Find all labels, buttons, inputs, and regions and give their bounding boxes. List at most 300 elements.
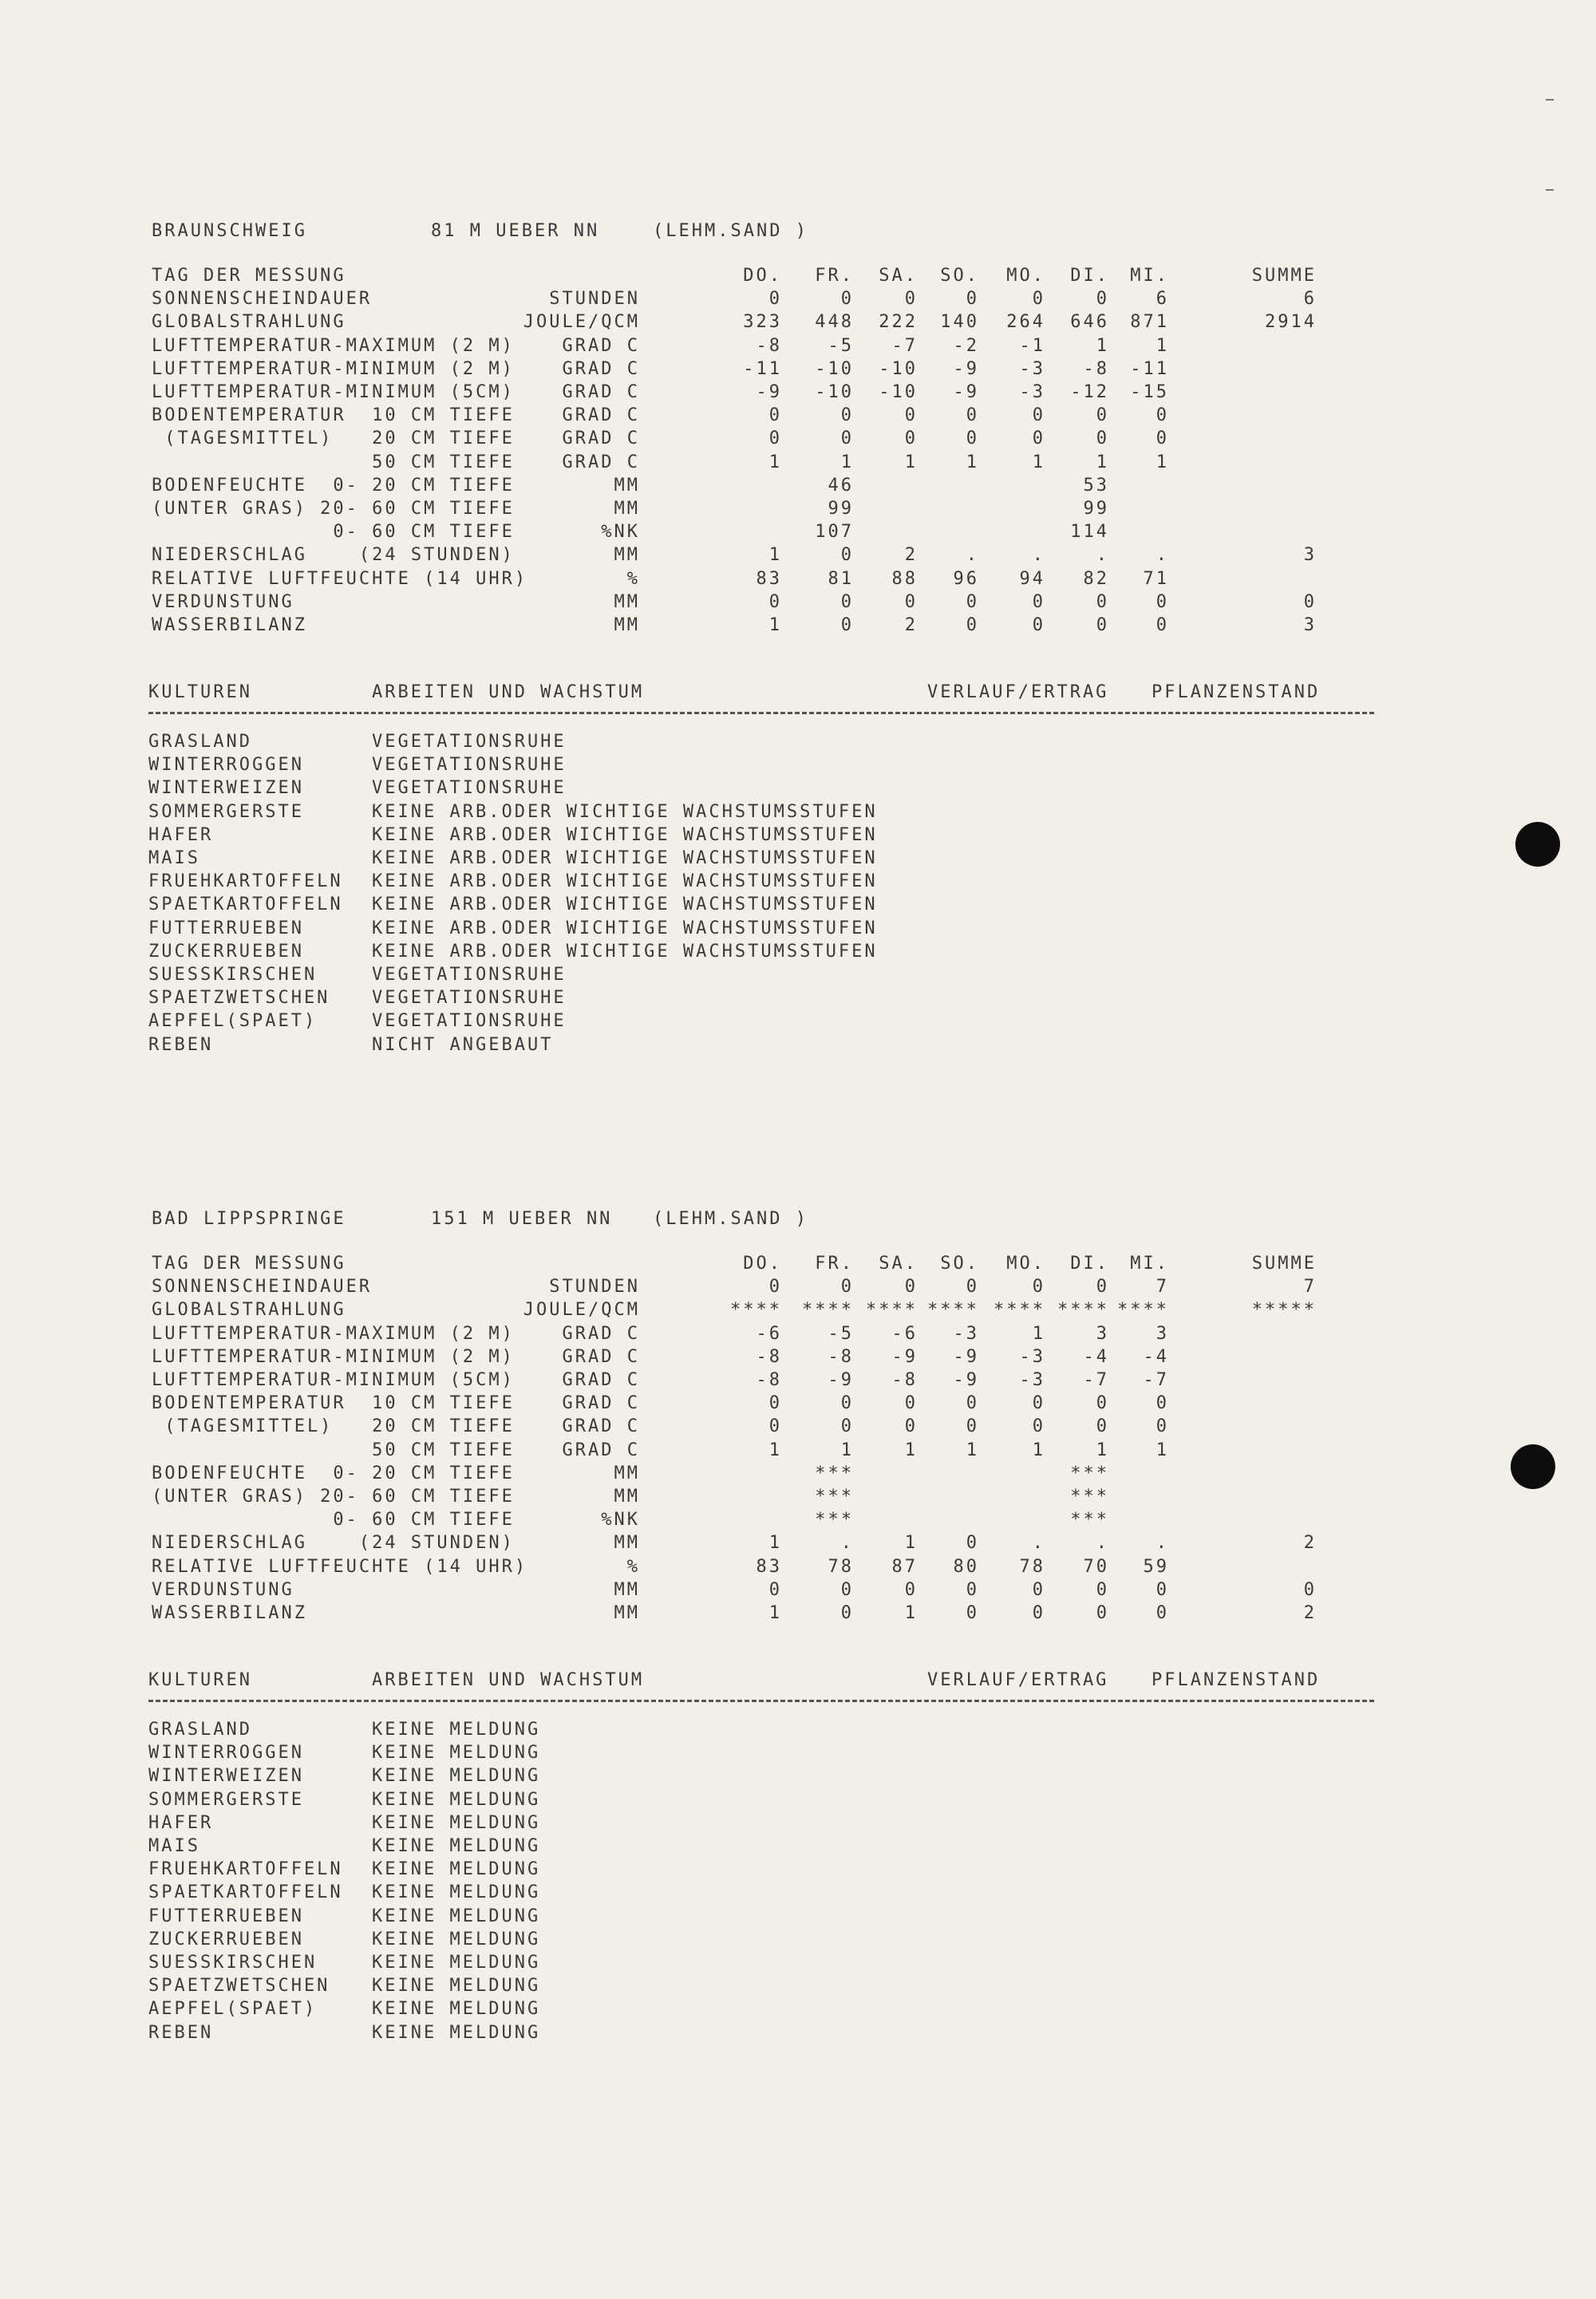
crop-name: AEPFEL(SPAET)	[148, 1011, 318, 1032]
cell-value: 1	[1156, 452, 1169, 472]
cell-value: 82	[1083, 568, 1109, 589]
row-unit: GRAD C	[562, 405, 640, 426]
cell-value: 0	[1156, 405, 1169, 426]
crops-header-pflanzenstand: PFLANZENSTAND	[1152, 1670, 1321, 1690]
cell-value: ***	[815, 1510, 854, 1531]
cell-value: 0	[1032, 591, 1045, 612]
cell-value: 2	[904, 545, 918, 566]
cell-value: 1	[840, 452, 854, 472]
row-label: LUFTTEMPERATUR-MAXIMUM (2 M)	[152, 335, 515, 356]
crop-name: REBEN	[148, 2022, 214, 2043]
cell-value: .	[1156, 1533, 1169, 1554]
crop-name: WINTERWEIZEN	[148, 778, 304, 799]
cell-value: 7	[1156, 1277, 1169, 1298]
cell-value: 1	[1032, 1440, 1045, 1460]
cell-value: 0	[1096, 591, 1109, 612]
row-unit: GRAD C	[562, 429, 640, 449]
cell-value: 1	[1096, 1440, 1109, 1460]
cell-value: 0	[1096, 615, 1109, 635]
cell-sum: 2	[1303, 1533, 1317, 1554]
cell-value: 0	[840, 1603, 854, 1623]
cell-value: -10	[879, 358, 918, 379]
crop-status: VEGETATIONSRUHE	[372, 988, 567, 1009]
crop-name: HAFER	[148, 1812, 214, 1833]
cell-value: 1	[904, 1533, 918, 1554]
station-name: BRAUNSCHWEIG	[152, 221, 307, 241]
row-unit: MM	[614, 499, 640, 519]
cell-sum: 2	[1303, 1603, 1317, 1623]
crop-name: FRUEHKARTOFFELN	[148, 1859, 343, 1880]
cell-value: 83	[756, 568, 782, 589]
cell-value: 0	[1032, 1393, 1045, 1414]
row-unit: MM	[614, 1487, 640, 1507]
cell-value: -9	[828, 1370, 854, 1390]
cell-value: -2	[953, 335, 979, 356]
crop-name: SPAETKARTOFFELN	[148, 895, 343, 915]
row-label: VERDUNSTUNG	[152, 1579, 294, 1600]
row-label: TAG DER MESSUNG	[152, 266, 346, 286]
cell-value: 222	[879, 312, 918, 333]
cell-value: ***	[1070, 1510, 1109, 1531]
cell-value: 81	[828, 568, 854, 589]
cell-value: 0	[966, 429, 979, 449]
cell-value: 0	[840, 1579, 854, 1600]
row-label: BODENTEMPERATUR 10 CM TIEFE	[152, 405, 515, 426]
cell-value: ***	[815, 1487, 854, 1507]
row-unit: GRAD C	[562, 1440, 640, 1460]
cell-value: 46	[828, 475, 854, 496]
cell-value: -10	[815, 382, 854, 402]
cell-value: -10	[815, 358, 854, 379]
crop-status: KEINE MELDUNG	[372, 1812, 541, 1833]
cell-value: 3	[1156, 1323, 1169, 1344]
cell-value: SO.	[940, 1254, 979, 1274]
cell-value: 1	[1156, 1440, 1169, 1460]
cell-value: 0	[1156, 1579, 1169, 1600]
punch-hole	[1515, 822, 1560, 867]
station-soil: (LEHM.SAND )	[653, 221, 808, 241]
cell-value: 323	[743, 312, 782, 333]
cell-value: 0	[1096, 1579, 1109, 1600]
crop-status: KEINE MELDUNG	[372, 1743, 541, 1764]
cell-value: SO.	[940, 266, 979, 286]
cell-value: MO.	[1006, 266, 1045, 286]
crop-status: VEGETATIONSRUHE	[372, 965, 567, 985]
row-unit: MM	[614, 545, 640, 566]
cell-value: 1	[904, 452, 918, 472]
cell-value: 0	[904, 591, 918, 612]
cell-value: -11	[1130, 358, 1169, 379]
crop-name: SUESSKIRSCHEN	[148, 1953, 318, 1973]
cell-value: .	[1156, 545, 1169, 566]
cell-value: 1	[1156, 335, 1169, 356]
row-label: WASSERBILANZ	[152, 615, 307, 635]
crop-name: REBEN	[148, 1034, 214, 1055]
punch-hole	[1511, 1444, 1555, 1489]
cell-value: 87	[891, 1556, 918, 1577]
cell-value: 0	[1032, 1579, 1045, 1600]
cell-value: 0	[904, 1393, 918, 1414]
crop-status: KEINE MELDUNG	[372, 1953, 541, 1973]
cell-value: 0	[1032, 1603, 1045, 1623]
row-unit: %	[626, 568, 640, 589]
cell-value: ***	[1070, 1487, 1109, 1507]
crop-name: HAFER	[148, 824, 214, 845]
cell-value: -3	[1019, 1370, 1045, 1390]
crop-name: WINTERROGGEN	[148, 1743, 304, 1764]
cell-value: 1	[1032, 1323, 1045, 1344]
cell-value: -3	[1019, 358, 1045, 379]
row-label: LUFTTEMPERATUR-MAXIMUM (2 M)	[152, 1323, 515, 1344]
cell-sum: *****	[1251, 1300, 1317, 1321]
crop-status: KEINE ARB.ODER WICHTIGE WACHSTUMSSTUFEN	[372, 848, 878, 868]
crop-status: VEGETATIONSRUHE	[372, 1011, 567, 1032]
crop-status: KEINE ARB.ODER WICHTIGE WACHSTUMSSTUFEN	[372, 824, 878, 845]
crop-status: NICHT ANGEBAUT	[372, 1034, 554, 1055]
crop-status: KEINE MELDUNG	[372, 1836, 541, 1856]
crop-status: KEINE MELDUNG	[372, 1929, 541, 1949]
cell-sum: SUMME	[1251, 1254, 1317, 1274]
crops-header-verlauf: VERLAUF/ERTRAG	[927, 682, 1109, 702]
crop-name: SOMMERGERSTE	[148, 801, 304, 822]
crop-name: ZUCKERRUEBEN	[148, 1929, 304, 1949]
crop-status: KEINE MELDUNG	[372, 1882, 541, 1903]
cell-value: 0	[1096, 429, 1109, 449]
station-name: BAD LIPPSPRINGE	[152, 1209, 346, 1229]
cell-value: 0	[966, 1579, 979, 1600]
cell-value: SA.	[879, 266, 918, 286]
crop-name: FRUEHKARTOFFELN	[148, 871, 343, 892]
cell-value: 0	[966, 1533, 979, 1554]
crop-name: ZUCKERRUEBEN	[148, 941, 304, 962]
cell-value: 0	[840, 1393, 854, 1414]
cell-value: 0	[904, 1416, 918, 1437]
cell-value: 0	[1096, 1277, 1109, 1298]
cell-value: 0	[904, 1579, 918, 1600]
crop-status: KEINE MELDUNG	[372, 1789, 541, 1810]
cell-value: 0	[768, 1277, 782, 1298]
cell-value: 0	[1156, 1393, 1169, 1414]
cell-value: 0	[966, 1603, 979, 1623]
crop-status: VEGETATIONSRUHE	[372, 755, 567, 776]
crop-name: SPAETZWETSCHEN	[148, 1976, 330, 1997]
cell-value: 1	[966, 1440, 979, 1460]
row-label: LUFTTEMPERATUR-MINIMUM (2 M)	[152, 1346, 515, 1367]
cell-value: 94	[1019, 568, 1045, 589]
row-unit: GRAD C	[562, 1346, 640, 1367]
cell-value: 0	[1032, 429, 1045, 449]
cell-value: MO.	[1006, 1254, 1045, 1274]
row-label: BODENTEMPERATUR 10 CM TIEFE	[152, 1393, 515, 1414]
row-label: GLOBALSTRAHLUNG	[152, 312, 346, 333]
cell-value: -9	[953, 1370, 979, 1390]
crops-header-pflanzenstand: PFLANZENSTAND	[1152, 682, 1321, 702]
cell-value: -15	[1130, 382, 1169, 402]
cell-value: 0	[904, 429, 918, 449]
cell-value: 53	[1083, 475, 1109, 496]
cell-value: FR.	[815, 1254, 854, 1274]
cell-value: DO.	[743, 1254, 782, 1274]
row-unit: MM	[614, 1533, 640, 1554]
cell-value: -7	[1143, 1370, 1169, 1390]
row-unit: GRAD C	[562, 358, 640, 379]
cell-value: 0	[840, 591, 854, 612]
cell-value: ****	[1057, 1300, 1109, 1321]
row-label: GLOBALSTRAHLUNG	[152, 1300, 346, 1321]
row-unit: GRAD C	[562, 1370, 640, 1390]
cell-value: 0	[966, 289, 979, 310]
cell-value: 80	[953, 1556, 979, 1577]
cell-value: -8	[891, 1370, 918, 1390]
cell-value: 107	[815, 522, 854, 543]
cell-value: 96	[953, 568, 979, 589]
cell-value: 0	[768, 1579, 782, 1600]
cell-value: 0	[1032, 1277, 1045, 1298]
cell-value: 78	[828, 1556, 854, 1577]
crop-status: KEINE MELDUNG	[372, 1720, 541, 1740]
cell-value: .	[1032, 545, 1045, 566]
cell-value: .	[1096, 545, 1109, 566]
crop-status: VEGETATIONSRUHE	[372, 732, 567, 752]
cell-value: ****	[927, 1300, 979, 1321]
cell-sum: 7	[1303, 1277, 1317, 1298]
cell-value: ****	[730, 1300, 782, 1321]
row-unit: GRAD C	[562, 335, 640, 356]
cell-value: 0	[904, 289, 918, 310]
cell-value: ***	[1070, 1463, 1109, 1483]
cell-value: 0	[1156, 1603, 1169, 1623]
row-label: SONNENSCHEINDAUER	[152, 289, 373, 310]
crop-name: MAIS	[148, 1836, 200, 1856]
crop-name: WINTERROGGEN	[148, 755, 304, 776]
row-label: BODENFEUCHTE 0- 20 CM TIEFE	[152, 475, 515, 496]
row-unit: %	[626, 1556, 640, 1577]
cell-value: FR.	[815, 266, 854, 286]
row-unit: MM	[614, 475, 640, 496]
row-unit: STUNDEN	[549, 289, 640, 310]
crop-status: KEINE ARB.ODER WICHTIGE WACHSTUMSSTUFEN	[372, 801, 878, 822]
row-unit: JOULE/QCM	[523, 1300, 640, 1321]
cell-value: 3	[1096, 1323, 1109, 1344]
row-unit: MM	[614, 1463, 640, 1483]
crop-status: KEINE MELDUNG	[372, 1859, 541, 1880]
cell-value: -7	[1083, 1370, 1109, 1390]
cell-sum: 0	[1303, 1579, 1317, 1600]
cell-value: 0	[966, 405, 979, 426]
cell-sum: 2914	[1265, 312, 1317, 333]
cell-value: 0	[1032, 289, 1045, 310]
cell-value: 0	[1156, 591, 1169, 612]
cell-value: 0	[840, 429, 854, 449]
cell-value: 83	[756, 1556, 782, 1577]
row-label: RELATIVE LUFTFEUCHTE (14 UHR)	[152, 1556, 528, 1577]
crop-name: MAIS	[148, 848, 200, 868]
cell-value: -5	[828, 1323, 854, 1344]
row-label: VERDUNSTUNG	[152, 591, 294, 612]
cell-value: 448	[815, 312, 854, 333]
crop-name: SPAETZWETSCHEN	[148, 988, 330, 1009]
cell-value: -7	[891, 335, 918, 356]
crop-name: AEPFEL(SPAET)	[148, 1999, 318, 2020]
row-unit: STUNDEN	[549, 1277, 640, 1298]
cell-value: -6	[891, 1323, 918, 1344]
cell-value: -9	[953, 358, 979, 379]
cell-value: -1	[1019, 335, 1045, 356]
crops-header-kulturen: KULTUREN	[148, 1670, 252, 1690]
crop-status: VEGETATIONSRUHE	[372, 778, 567, 799]
row-label: 50 CM TIEFE	[152, 452, 515, 472]
cell-value: 0	[1032, 405, 1045, 426]
cell-value: 0	[966, 1393, 979, 1414]
crops-header-verlauf: VERLAUF/ERTRAG	[927, 1670, 1109, 1690]
cell-value: -11	[743, 358, 782, 379]
cell-value: ****	[1117, 1300, 1169, 1321]
cell-sum: 6	[1303, 289, 1317, 310]
row-unit: GRAD C	[562, 452, 640, 472]
cell-value: ****	[802, 1300, 854, 1321]
cell-value: 0	[1096, 289, 1109, 310]
cell-value: .	[966, 545, 979, 566]
cell-value: 1	[768, 1533, 782, 1554]
cell-value: 0	[1032, 615, 1045, 635]
cell-value: 0	[904, 1277, 918, 1298]
corner-mark	[1546, 189, 1554, 191]
cell-value: -9	[953, 382, 979, 402]
cell-value: 0	[1032, 1416, 1045, 1437]
cell-value: 0	[840, 289, 854, 310]
crop-status: KEINE MELDUNG	[372, 1999, 541, 2020]
cell-value: 1	[1032, 452, 1045, 472]
cell-value: .	[1096, 1533, 1109, 1554]
row-unit: %NK	[601, 522, 640, 543]
station-elevation: 151 M UEBER NN	[431, 1209, 613, 1229]
crop-status: KEINE ARB.ODER WICHTIGE WACHSTUMSSTUFEN	[372, 918, 878, 938]
cell-value: 0	[840, 405, 854, 426]
crop-status: KEINE ARB.ODER WICHTIGE WACHSTUMSSTUFEN	[372, 941, 878, 962]
cell-value: 0	[840, 545, 854, 566]
cell-value: -9	[891, 1346, 918, 1367]
row-label: (UNTER GRAS) 20- 60 CM TIEFE	[152, 499, 515, 519]
cell-value: 1	[840, 1440, 854, 1460]
cell-value: ***	[815, 1463, 854, 1483]
cell-value: DO.	[743, 266, 782, 286]
row-label: NIEDERSCHLAG (24 STUNDEN)	[152, 545, 515, 566]
row-unit: %NK	[601, 1510, 640, 1531]
cell-value: -4	[1083, 1346, 1109, 1367]
cell-value: 0	[1096, 1416, 1109, 1437]
row-label: (TAGESMITTEL) 20 CM TIEFE	[152, 429, 515, 449]
crop-name: FUTTERRUEBEN	[148, 918, 304, 938]
cell-value: 0	[966, 615, 979, 635]
crops-header-kulturen: KULTUREN	[148, 682, 252, 702]
cell-value: 1	[1096, 335, 1109, 356]
cell-value: 871	[1130, 312, 1169, 333]
cell-value: 1	[768, 452, 782, 472]
row-label: LUFTTEMPERATUR-MINIMUM (5CM)	[152, 1370, 515, 1390]
dashed-rule	[148, 712, 1374, 714]
station-soil: (LEHM.SAND )	[653, 1209, 808, 1229]
crop-name: GRASLAND	[148, 1720, 252, 1740]
cell-value: -12	[1070, 382, 1109, 402]
cell-value: -8	[828, 1346, 854, 1367]
crop-status: KEINE ARB.ODER WICHTIGE WACHSTUMSSTUFEN	[372, 895, 878, 915]
cell-value: -9	[756, 382, 782, 402]
crop-name: FUTTERRUEBEN	[148, 1906, 304, 1926]
row-label: WASSERBILANZ	[152, 1603, 307, 1623]
corner-mark	[1546, 99, 1554, 101]
cell-value: -3	[1019, 382, 1045, 402]
row-unit: MM	[614, 1579, 640, 1600]
crop-status: KEINE MELDUNG	[372, 1976, 541, 1997]
cell-value: 88	[891, 568, 918, 589]
cell-value: -5	[828, 335, 854, 356]
cell-value: 0	[966, 1416, 979, 1437]
cell-value: 0	[768, 1393, 782, 1414]
row-unit: MM	[614, 615, 640, 635]
crop-name: WINTERWEIZEN	[148, 1766, 304, 1787]
crop-name: SUESSKIRSCHEN	[148, 965, 318, 985]
cell-value: .	[840, 1533, 854, 1554]
cell-value: 1	[966, 452, 979, 472]
cell-value: 0	[768, 405, 782, 426]
row-unit: GRAD C	[562, 1323, 640, 1344]
cell-value: 0	[768, 1416, 782, 1437]
cell-value: 1	[768, 615, 782, 635]
cell-value: -8	[756, 335, 782, 356]
crop-name: SPAETKARTOFFELN	[148, 1882, 343, 1903]
crop-status: KEINE MELDUNG	[372, 2022, 541, 2043]
row-unit: MM	[614, 1603, 640, 1623]
dashed-rule	[148, 1700, 1374, 1702]
cell-value: -8	[1083, 358, 1109, 379]
cell-value: 0	[1156, 615, 1169, 635]
row-label: 0- 60 CM TIEFE	[152, 522, 515, 543]
cell-value: .	[1032, 1533, 1045, 1554]
row-unit: GRAD C	[562, 1393, 640, 1414]
cell-value: 70	[1083, 1556, 1109, 1577]
row-unit: GRAD C	[562, 382, 640, 402]
cell-value: 0	[1096, 1393, 1109, 1414]
cell-sum: 0	[1303, 591, 1317, 612]
cell-value: 264	[1006, 312, 1045, 333]
row-label: 0- 60 CM TIEFE	[152, 1510, 515, 1531]
cell-value: ****	[994, 1300, 1045, 1321]
cell-value: -6	[756, 1323, 782, 1344]
cell-value: 1	[768, 545, 782, 566]
cell-value: 1	[768, 1603, 782, 1623]
cell-value: 0	[904, 405, 918, 426]
crop-status: KEINE MELDUNG	[372, 1906, 541, 1926]
row-label: (UNTER GRAS) 20- 60 CM TIEFE	[152, 1487, 515, 1507]
cell-value: -8	[756, 1370, 782, 1390]
cell-value: 646	[1070, 312, 1109, 333]
cell-value: 1	[904, 1603, 918, 1623]
row-label: NIEDERSCHLAG (24 STUNDEN)	[152, 1533, 515, 1554]
cell-value: 0	[768, 429, 782, 449]
crop-name: GRASLAND	[148, 732, 252, 752]
cell-value: 0	[840, 1416, 854, 1437]
cell-value: 71	[1143, 568, 1169, 589]
row-label: SONNENSCHEINDAUER	[152, 1277, 373, 1298]
cell-value: 1	[768, 1440, 782, 1460]
cell-value: ****	[866, 1300, 918, 1321]
row-label: LUFTTEMPERATUR-MINIMUM (2 M)	[152, 358, 515, 379]
cell-value: 0	[1096, 405, 1109, 426]
row-unit: MM	[614, 591, 640, 612]
crops-header-arbeiten: ARBEITEN UND WACHSTUM	[372, 1670, 645, 1690]
cell-value: -3	[1019, 1346, 1045, 1367]
row-label: TAG DER MESSUNG	[152, 1254, 346, 1274]
